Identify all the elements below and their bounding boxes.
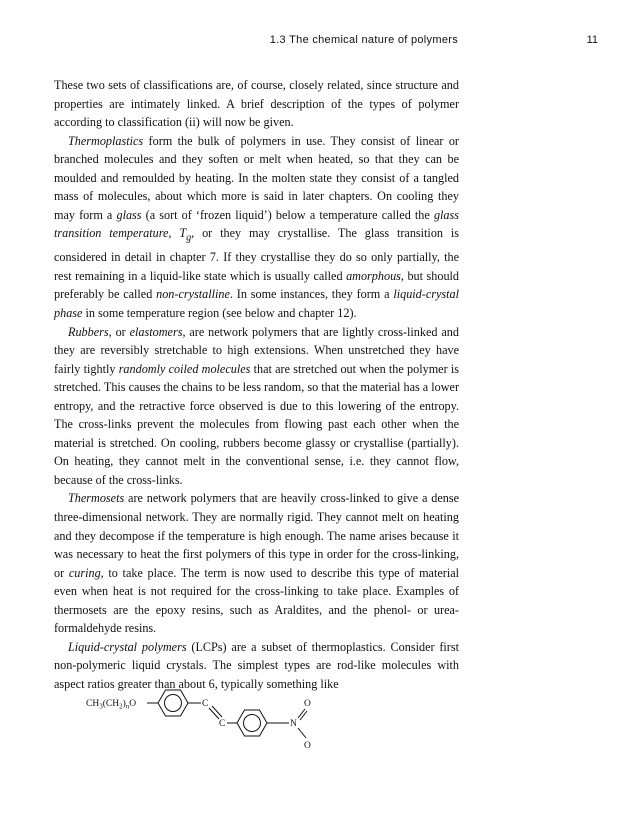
text-segment: (a sort of ‘frozen liquid’) below a temperature called the — [141, 207, 434, 222]
running-head: 1.3 The chemical nature of polymers — [269, 34, 458, 46]
term-liquid-crystal-phase: liquid-crystal phase — [54, 287, 459, 320]
chemical-structure-figure — [80, 686, 340, 771]
term-curing: curing — [68, 565, 101, 580]
term-randomly-coiled-molecules: randomly coiled molecules — [118, 361, 251, 376]
double-bond-line-b — [212, 706, 222, 717]
aromatic-circle-right — [244, 715, 261, 732]
text-segment: (LCPs) are a subset of thermoplastics. Consider first non-polymeric liquid crystals. The simplest types are rod-like molecules with aspect ratios greater than about 6, typically something like — [54, 639, 459, 691]
text-segment: that are stretched out when the polymer is stretched. This causes the chains to be less random, so that the material has a lower entropy, and the retractive force observed is due to this lowering of the entropy. The cross-links prevent the molecules from flowing past each other when the material is stretched. On cooling, rubbers become glassy or crystallise (partially). On heating, they cannot melt in the conventional sense, i.e. they cannot flow, because of the cross-links. — [54, 361, 460, 487]
double-bond-line-a — [209, 708, 219, 719]
term-thermosets: Thermosets — [68, 491, 125, 506]
bond-n-o1-a — [298, 709, 305, 718]
benzene-ring-left — [158, 690, 188, 716]
atom-n: N — [290, 719, 297, 729]
text-segment: , but should preferably be called — [54, 268, 460, 302]
text-segment: , or they may crystallise. The glass transition is considered in detail in chapter 7. If they crystallise they do so only partially, the rest remaining in a liquid-like state which is usually called — [54, 226, 459, 283]
text-segment: , to take place. The term is now used to describe this type of material even when heat is not required for the cross-linking to take place. Examples of thermosets are the epoxy resins, such as Araldites, and the phenol- or urea-formaldehyde resins. — [54, 565, 460, 636]
paragraph-thermosets — [54, 489, 459, 637]
text-segment: , are network polymers that are lightly cross-linked and they are reversibly stretchable to high extensions. When unstretched they have fairly tightly — [54, 324, 459, 376]
atom-c2: C — [219, 719, 226, 729]
paragraph-thermoplastics — [54, 132, 459, 323]
paragraph-rubbers — [54, 323, 459, 490]
bond-n-o1-b — [300, 711, 307, 720]
benzene-ring-right — [237, 710, 267, 736]
term-thermoplastics: Thermoplastics — [68, 133, 144, 148]
term-elastomers: elastomers — [129, 324, 183, 339]
term-amorphous: amorphous — [346, 268, 401, 283]
term-glass: glass — [116, 207, 142, 222]
term-non-crystalline: non-crystalline — [156, 287, 230, 302]
symbol-t: T — [179, 226, 187, 241]
alkoxy-chain-label: $CH_3(CH_2)_nO$ — [86, 699, 137, 711]
text-segment: are network polymers that are heavily cross-linked to give a dense three-dimensional network. They are normally rigid. They cannot melt on heating and they decompose if the temperature is high enough. The name arises because it was necessary to heat the first polymers of this type in order for the cross-linking, or — [54, 491, 459, 580]
body-text — [54, 76, 459, 693]
symbol-g-subscript: g — [186, 232, 192, 244]
atom-o1: O — [304, 699, 311, 709]
symbol-tg — [179, 226, 192, 244]
text-segment: form the bulk of polymers in use. They consist of linear or branched molecules and they soften or melt when heated, so that they can be moulded and remoulded by heating. In the molten state they consist of a tangled mass of molecules, about which more is said in later chapters. On cooling they may form a — [54, 133, 459, 222]
chemical-structure-diagram — [80, 686, 340, 766]
aromatic-circle-left — [165, 695, 182, 712]
atom-o2: O — [304, 741, 311, 751]
atom-c1: C — [202, 699, 209, 709]
text-segment: . In some instances, they form a — [229, 287, 394, 302]
text-segment: , or — [108, 324, 130, 339]
text-segment: , — [168, 226, 180, 241]
term-liquid-crystal-polymers: Liquid-crystal polymers — [68, 639, 187, 654]
page-number: 11 — [586, 34, 598, 46]
paragraph-classification-intro: These two sets of classifications are, of course, closely related, since structure and properties are intimately linked. A brief description of the types of polymer according to classification (ii) will now be given. — [54, 78, 459, 130]
text-segment: in some temperature region (see below and chapter 12). — [82, 306, 357, 320]
bond-n-o2 — [298, 728, 306, 738]
term-glass-transition-temperature: glass transition temperature — [54, 207, 459, 241]
term-rubbers: Rubbers — [68, 324, 109, 339]
